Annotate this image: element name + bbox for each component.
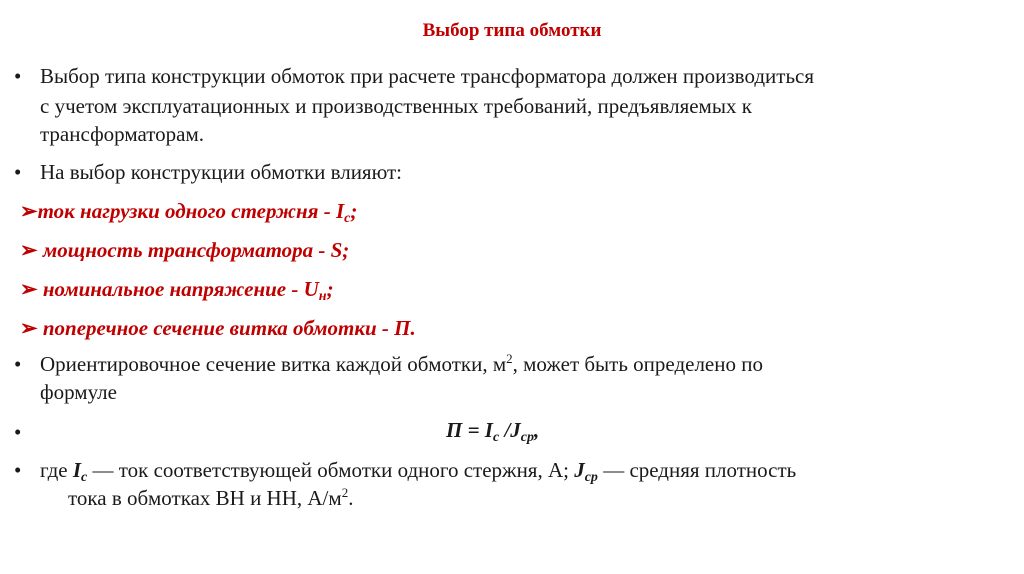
factor-rated-voltage: ➢ номинальное напряжение - $U_н$; [20, 277, 334, 304]
para1-line1: Выбор типа конструкции обмоток при расчете трансформатора должен производиться [40, 64, 814, 88]
factor-power: ➢ мощность трансформатора - S; [20, 238, 350, 262]
para1-line3: трансформаторам. [40, 122, 205, 146]
arrow-bullet-icon: ➢ [20, 277, 38, 301]
para1-line2: с учетом эксплуатационных и производственных требований, предъявляемых к [40, 94, 752, 118]
factor-cross-section: ➢ поперечное сечение витка обмотки - П. [20, 316, 416, 340]
para3-line1: Ориентировочное сечение витка каждой обмотки, $м^2$, может быть определено по [40, 351, 763, 376]
para2-text: На выбор конструкции обмотки влияют: [40, 160, 403, 184]
arrow-bullet-icon: ➢ [20, 316, 38, 340]
arrow-bullet-icon: ➢ [20, 199, 38, 223]
bullet-marker: • [14, 64, 22, 88]
para3-line2: формуле [40, 380, 117, 404]
bullet-marker: • [14, 420, 22, 444]
bullet-marker: • [14, 160, 22, 184]
para5-line1: где $I_c$ — ток соответствующей обмотки одного стержня, А; $J_{ср}$ — средняя плотность [40, 458, 797, 485]
factor-load-current: ➢ток нагрузки одного стержня - $I_c$; [20, 199, 358, 226]
bullet-marker: • [14, 352, 22, 376]
formula: $П = I_c$ $/J_{ср}$, [446, 418, 540, 445]
para5-line2: тока в обмотках ВН и НН, $А/м^2$. [68, 485, 354, 510]
slide-title: Выбор типа обмотки [422, 20, 602, 41]
arrow-bullet-icon: ➢ [20, 238, 38, 262]
bullet-marker: • [14, 458, 22, 482]
